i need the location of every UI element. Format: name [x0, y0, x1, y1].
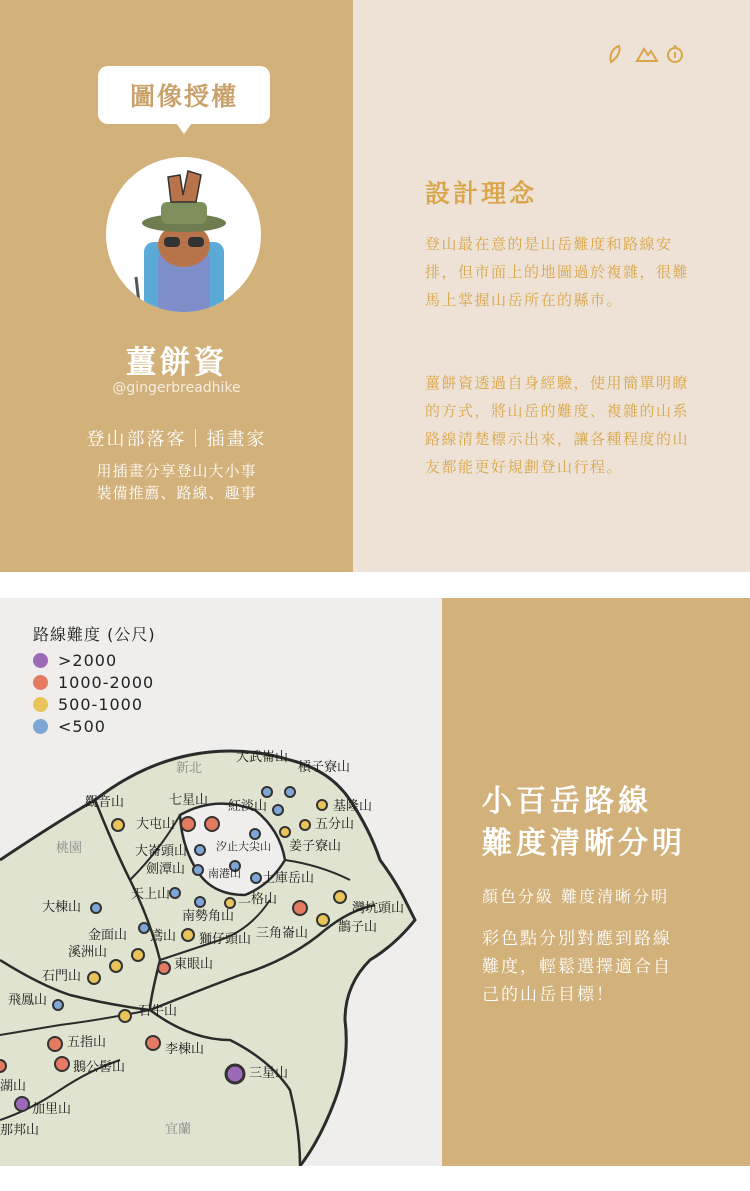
peak-label: 東眼山: [174, 957, 214, 972]
hiker-illustration: [106, 157, 261, 312]
peak-label: 大屯山: [136, 817, 176, 832]
peak-label: 灣坑頭山: [352, 901, 405, 916]
region-label: 宜蘭: [165, 1122, 192, 1137]
info-body-line2: 難度，輕鬆選擇適合自: [482, 957, 672, 977]
legend-item: 1000-2000: [33, 673, 154, 692]
design-title: 設計理念: [425, 179, 538, 208]
peak-label: 劍潭山: [146, 862, 186, 877]
decor-icons: [605, 44, 685, 64]
peak-label: 基隆山: [333, 799, 373, 814]
peak-label: 大崙頭山: [135, 844, 188, 859]
peak-label: 三星山: [249, 1066, 289, 1081]
legend-item: 500-1000: [33, 695, 143, 714]
legend-title: 路線難度 (公尺): [33, 625, 156, 644]
peak-label: 加里山: [32, 1102, 72, 1117]
peak-label: 南港山: [208, 867, 241, 880]
leaf-icon: [605, 44, 625, 64]
peak-label: 二格山: [238, 892, 278, 907]
peak-label: 那邦山: [0, 1123, 40, 1138]
peak-label: 天上山: [131, 887, 171, 902]
headline-line2: 難度清晰分明: [482, 826, 686, 861]
author-desc-line1: 用插畫分享登山大小事: [96, 462, 257, 480]
peak-label: 五分山: [315, 817, 355, 832]
peak-label: 溪洲山: [68, 945, 108, 960]
peak-label: 大武崙山: [236, 750, 289, 765]
peak-label: 觀音山: [85, 795, 125, 810]
peak-label: 五指山: [67, 1035, 107, 1050]
license-badge: 圖像授權: [98, 66, 270, 124]
legend-item: <500: [33, 717, 106, 736]
legend-swatch: [33, 697, 48, 712]
peak-label: 土庫岳山: [262, 871, 315, 886]
peak-label: 三角崙山: [256, 926, 309, 941]
author-role: 登山部落客｜插畫家: [86, 429, 267, 450]
info-body-line1: 彩色點分別對應到路線: [482, 929, 672, 949]
peak-label: 獅仔頭山: [199, 932, 252, 947]
author-name: 薑餅資: [125, 345, 228, 381]
info-body-line3: 己的山岳目標！: [482, 985, 615, 1005]
peak-label: 金面山: [88, 928, 128, 943]
peak-label: 李棟山: [165, 1042, 205, 1057]
legend-swatch: [33, 653, 48, 668]
author-desc-line2: 裝備推薦、路線、趣事: [96, 484, 257, 502]
headline-line1: 小百岳路線: [482, 784, 652, 819]
peak-label: 飛鳳山: [8, 993, 48, 1008]
compass-icon: [665, 44, 685, 64]
mountain-icon: [635, 44, 655, 64]
peak-label: 石牛山: [138, 1004, 178, 1019]
peak-label: 石門山: [42, 969, 82, 984]
profile-panel: [0, 0, 353, 572]
legend-swatch: [33, 675, 48, 690]
info-panel: [442, 598, 750, 1166]
legend-swatch: [33, 719, 48, 734]
region-label: 新北: [176, 761, 203, 776]
peak-label: 汐止大尖山: [216, 840, 271, 853]
design-paragraph-2: 薑餅資透過自身經驗，使用簡單明瞭的方式，將山岳的難度、複雜的山系路線清楚標示出來，讓各種程度的山友都能更好規劃登山行程。: [425, 374, 690, 476]
peak-label: 鵲子山: [338, 920, 378, 935]
peak-label: 槓子寮山: [298, 760, 351, 775]
design-paragraph-1: 登山最在意的是山岳難度和路線安排，但市面上的地圖過於複雜，很難馬上掌握山岳所在的縣市。: [425, 235, 690, 309]
info-subtitle: 顏色分級 難度清晰分明: [482, 887, 670, 906]
peak-label: 鵝公髻山: [73, 1060, 126, 1075]
author-handle: @gingerbreadhike: [112, 380, 241, 396]
peak-label: 南勢角山: [182, 909, 235, 924]
region-label: 桃園: [56, 841, 83, 856]
legend-item: >2000: [33, 651, 117, 670]
peak-label: 紅淡山: [228, 799, 268, 814]
peak-label: 七星山: [169, 793, 209, 808]
avatar: [106, 157, 261, 312]
peak-label: 湖山: [0, 1079, 27, 1094]
peak-label: 鳶山: [150, 929, 177, 944]
peak-label: 姜子寮山: [289, 839, 342, 854]
peak-label: 大棟山: [42, 900, 82, 915]
